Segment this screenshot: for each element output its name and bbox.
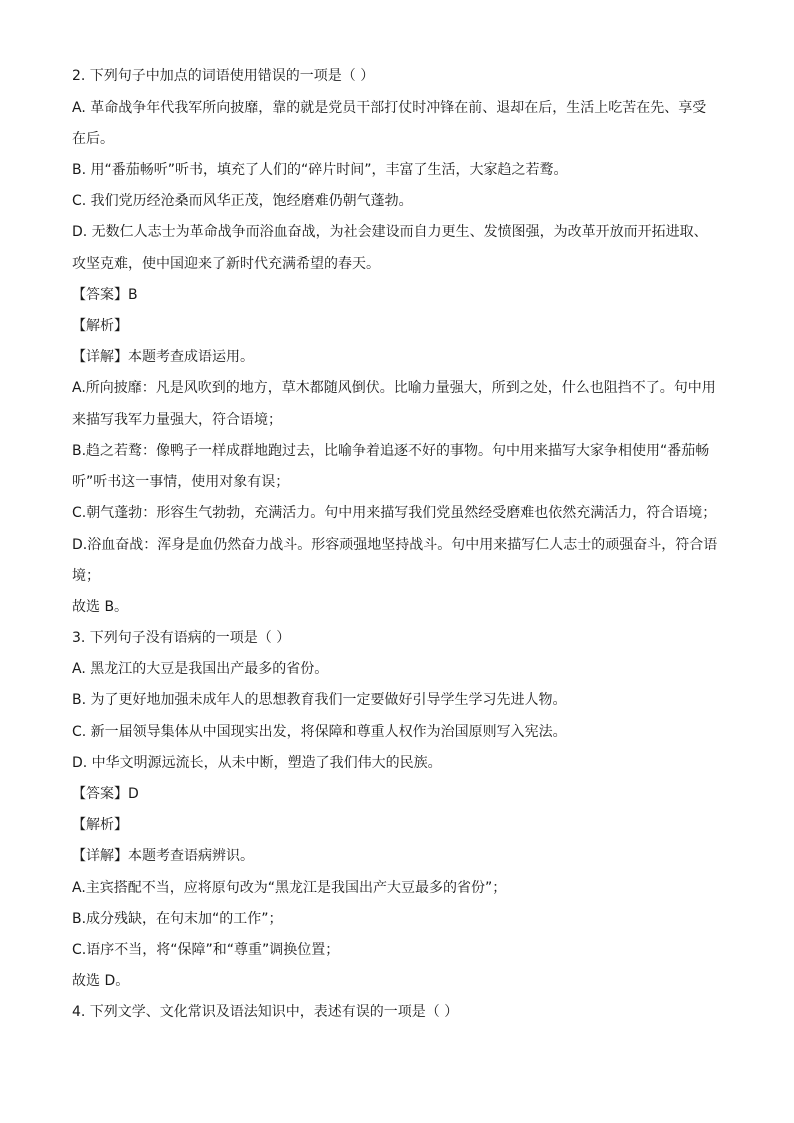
question-3-option-d: D. 中华文明源远流长，从未中断，塑造了我们伟大的民族。 [72,755,442,771]
question-3-answer: 【答案】D [72,786,139,802]
question-4-stem: 4. 下列文学、文化常识及语法知识中，表述有误的一项是（ ） [72,1004,459,1020]
question-2-stem: 2. 下列句子中加点的词语使用错误的一项是（ ） [72,68,375,84]
question-2-choose: 故选 B。 [72,599,129,615]
question-2-explanation-a: A.所向披靡：凡是风吹到的地方，草木都随风倒伏。比喻力量强大，所到之处，什么也阻挡不了。句中用 [72,380,716,396]
question-2-explanation-c: C.朝气蓬勃：形容生气勃勃，充满活力。句中用来描写我们党虽然经受磨难也依然充满活力，符合语境； [72,505,717,521]
question-3-option-a: A. 黑龙江的大豆是我国出产最多的省份。 [72,661,329,677]
question-2-explanation-b: B.趋之若鹜：像鸭子一样成群地跑过去，比喻争着追逐不好的事物。句中用来描写大家争相使用“番茄畅 [72,443,710,459]
question-3-explanation-c: C.语序不当，将“保障”和“尊重”调换位置； [72,942,340,958]
question-2-option-b: B. 用“番茄畅听”听书，填充了人们的“碎片时间”，丰富了生活，大家趋之若鹜。 [72,162,568,178]
question-2-explanation-d: D.浴血奋战：浑身是血仍然奋力战斗。形容顽强地坚持战斗。句中用来描写仁人志士的顽强奋斗，符合语 [72,537,718,553]
question-3-stem: 3. 下列句子没有语病的一项是（ ） [72,630,291,646]
question-3-analysis-label: 【解析】 [72,817,128,833]
question-2-option-d-continued: 攻坚克难，使中国迎来了新时代充满希望的春天。 [72,256,380,272]
question-3-option-b: B. 为了更好地加强未成年人的思想教育我们一定要做好引导学生学习先进人物。 [72,692,567,708]
question-3-explanation-b: B.成分残缺，在句末加“的工作”； [72,911,283,927]
question-2-answer: 【答案】B [72,287,138,303]
question-3-explanation-a: A.主宾搭配不当，应将原句改为“黑龙江是我国出产大豆最多的省份”； [72,880,507,896]
question-2-explanation-b-continued: 听”听书这一事情，使用对象有误； [72,474,290,490]
question-2-option-a-continued: 在后。 [72,131,114,147]
question-2-option-c: C. 我们党历经沧桑而风华正茂，饱经磨难仍朝气蓬勃。 [72,193,413,209]
question-2-option-d: D. 无数仁人志士为革命战争而浴血奋战，为社会建设而自力更生、发愤图强，为改革开放而开拓进取、 [72,224,708,240]
question-3-choose: 故选 D。 [72,973,130,989]
question-2-analysis-label: 【解析】 [72,318,128,334]
question-2-option-a: A. 革命战争年代我军所向披靡，靠的就是党员干部打仗时冲锋在前、退却在后，生活上吃苦在先、享受 [72,100,707,116]
question-2-explanation-a-continued: 来描写我军力量强大，符合语境； [72,412,282,428]
question-3-option-c: C. 新一届领导集体从中国现实出发，将保障和尊重人权作为治国原则写入宪法。 [72,724,567,740]
question-2-detail: 【详解】本题考查成语运用。 [72,349,254,365]
question-3-detail: 【详解】本题考查语病辨识。 [72,848,254,864]
question-2-explanation-d-continued: 境； [72,568,100,584]
